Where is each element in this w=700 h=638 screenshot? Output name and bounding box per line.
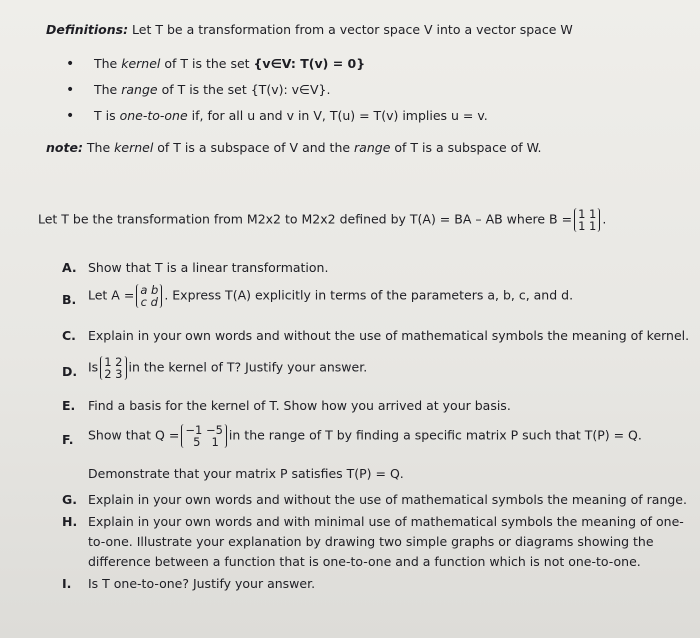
kernel-definition [94, 56, 365, 72]
term: kernel [121, 56, 161, 71]
matrix-row: 1 1 [578, 207, 597, 221]
text: The [94, 56, 122, 71]
text: . Express T(A) explicitly in terms of the parameters a, b, c, and d. [164, 287, 574, 303]
matrix-d [100, 356, 126, 380]
question-label: A. [62, 260, 77, 275]
matrix-q [181, 424, 227, 448]
question-c-text: Explain in your own words and without the use of mathematical symbols the meaning of kernel. [88, 328, 690, 343]
text: Let A = [88, 287, 135, 303]
bullet-icon: • [66, 108, 75, 124]
set-notation: {T(v): v∈V}. [250, 82, 331, 97]
term: range [354, 140, 391, 155]
question-h-line: difference between a function that is one-to-one and a function which is not one-to-one. [88, 554, 641, 569]
question-label: D. [62, 364, 78, 379]
matrix-row: 1 2 [104, 355, 123, 369]
matrix-row: 5 1 [189, 435, 219, 449]
text: Is [88, 359, 99, 375]
term: kernel [114, 140, 154, 155]
problem-intro: Let T be the transformation from M2x2 to M2x2 defined by T(A) = BA – AB where B = [38, 211, 573, 227]
definitions-line [46, 22, 573, 38]
term: range [121, 82, 158, 97]
question-label: C. [62, 328, 76, 343]
question-e-text: Find a basis for the kernel of T. Show how you arrived at your basis. [88, 398, 511, 413]
question-i-text: Is T one-to-one? Justify your answer. [88, 576, 316, 591]
set-notation: {v∈V: T(v) = 0} [253, 56, 366, 71]
bullet-icon: • [66, 82, 75, 98]
matrix-a [136, 284, 162, 308]
range-definition [94, 82, 330, 98]
question-f-line2: Demonstrate that your matrix P satisfies T(P) = Q. [88, 466, 404, 481]
question-d-text [88, 356, 367, 380]
question-label: F. [62, 432, 74, 447]
text: The [82, 140, 115, 155]
matrix-b [574, 208, 600, 232]
question-b-text [88, 284, 573, 308]
note-line [46, 140, 542, 156]
question-h-line: Explain in your own words and with minimal use of mathematical symbols the meaning of one- [88, 514, 684, 529]
question-g-text: Explain in your own words and without the use of mathematical symbols the meaning of range. [88, 492, 687, 507]
text: of T is the set [157, 82, 251, 97]
question-label: I. [62, 576, 72, 591]
matrix-row: 1 1 [578, 219, 597, 233]
note-label: note: [46, 140, 83, 155]
text: . [602, 211, 607, 227]
text: in the range of T by finding a specific matrix P such that T(P) = Q. [228, 427, 642, 443]
problem-statement [38, 208, 606, 232]
text: of T is a subspace of V and the [153, 140, 355, 155]
matrix-row: −1 −5 [185, 423, 223, 437]
bullet-icon: • [66, 56, 75, 72]
text: if, for all u and v in V, T(u) = T(v) implies u = v. [187, 108, 488, 123]
matrix-row: 2 3 [104, 367, 123, 381]
definitions-heading: Definitions: [46, 22, 129, 37]
matrix-row: a b [140, 283, 159, 297]
question-label: H. [62, 514, 78, 529]
question-h-line: to-one. Illustrate your explanation by drawing two simple graphs or diagrams showing the [88, 534, 654, 549]
matrix-row: c d [140, 295, 158, 309]
question-label: E. [62, 398, 76, 413]
text: in the kernel of T? Justify your answer. [128, 359, 368, 375]
one-to-one-definition [94, 108, 488, 124]
question-label: G. [62, 492, 78, 507]
text: of T is a subspace of W. [390, 140, 542, 155]
question-a-text: Show that T is a linear transformation. [88, 260, 329, 275]
question-label: B. [62, 292, 77, 307]
text: of T is the set [160, 56, 254, 71]
term: one-to-one [119, 108, 188, 123]
text: The [94, 82, 122, 97]
text: T is [94, 108, 120, 123]
question-f-text [88, 424, 642, 448]
text: Show that Q = [88, 427, 180, 443]
definitions-intro: Let T be a transformation from a vector space V into a vector space W [132, 22, 573, 37]
